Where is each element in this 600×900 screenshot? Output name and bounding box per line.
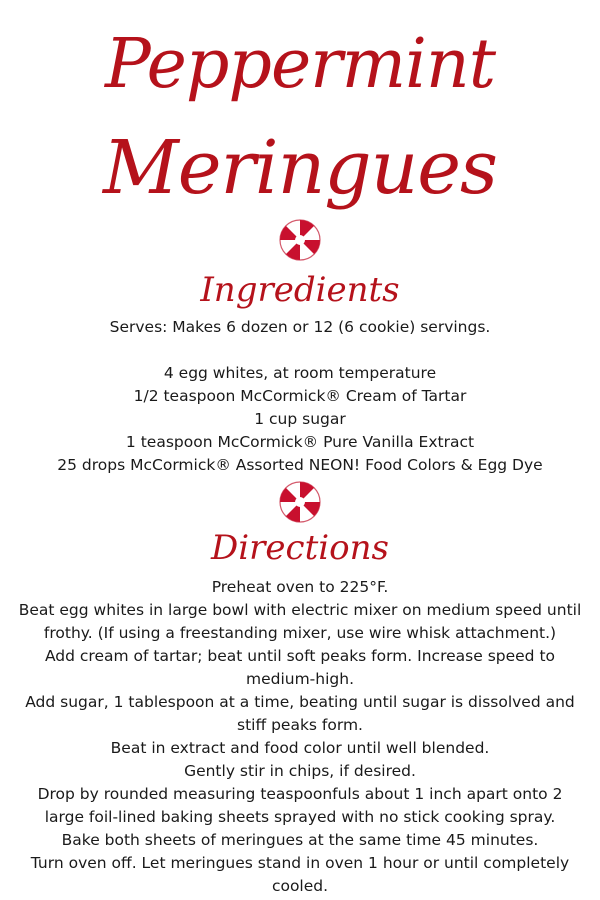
ingredient-item: 1/2 teaspoon McCormick® Cream of Tartar xyxy=(133,387,467,405)
directions-list xyxy=(10,576,590,898)
ingredients-heading: Ingredients xyxy=(200,270,400,310)
direction-line: Beat in extract and food color until well blended. xyxy=(110,739,490,757)
direction-line: Add sugar, 1 tablespoon at a time, beating until sugar is dissolved and xyxy=(25,693,575,711)
servings-text: Serves: Makes 6 dozen or 12 (6 cookie) servings. xyxy=(109,318,491,336)
direction-line: Drop by rounded measuring teaspoonfuls about 1 inch apart onto 2 xyxy=(37,785,563,803)
direction-line: large foil-lined baking sheets sprayed with no stick cooking spray. xyxy=(44,808,556,826)
ingredient-item: 1 cup sugar xyxy=(254,410,346,428)
ingredient-item: 1 teaspoon McCormick® Pure Vanilla Extract xyxy=(125,433,475,451)
direction-line: Preheat oven to 225°F. xyxy=(211,578,389,596)
direction-line: Add cream of tartar; beat until soft peaks form. Increase speed to xyxy=(44,647,556,665)
ingredients-list xyxy=(10,362,590,477)
direction-line: medium-high. xyxy=(245,670,354,688)
ingredient-item: 25 drops McCormick® Assorted NEON! Food Colors & Egg Dye xyxy=(57,456,543,474)
direction-line: stiff peaks form. xyxy=(237,716,363,734)
direction-line: Beat egg whites in large bowl with electric mixer on medium speed until xyxy=(18,601,582,619)
directions-heading: Directions xyxy=(211,528,389,568)
peppermint-candy-icon xyxy=(278,480,322,524)
direction-line: Bake both sheets of meringues at the same time 45 minutes. xyxy=(61,831,539,849)
direction-line: cooled. xyxy=(271,877,329,895)
recipe-title-line-2: Meringues xyxy=(102,125,498,211)
peppermint-candy-icon xyxy=(278,218,322,262)
direction-line: Gently stir in chips, if desired. xyxy=(184,762,416,780)
direction-line: Turn oven off. Let meringues stand in oven 1 hour or until completely xyxy=(30,854,570,872)
ingredient-item: 4 egg whites, at room temperature xyxy=(163,364,437,382)
direction-line: frothy. (If using a freestanding mixer, use wire whisk attachment.) xyxy=(43,624,557,642)
recipe-title-line-1: Peppermint xyxy=(104,25,496,104)
